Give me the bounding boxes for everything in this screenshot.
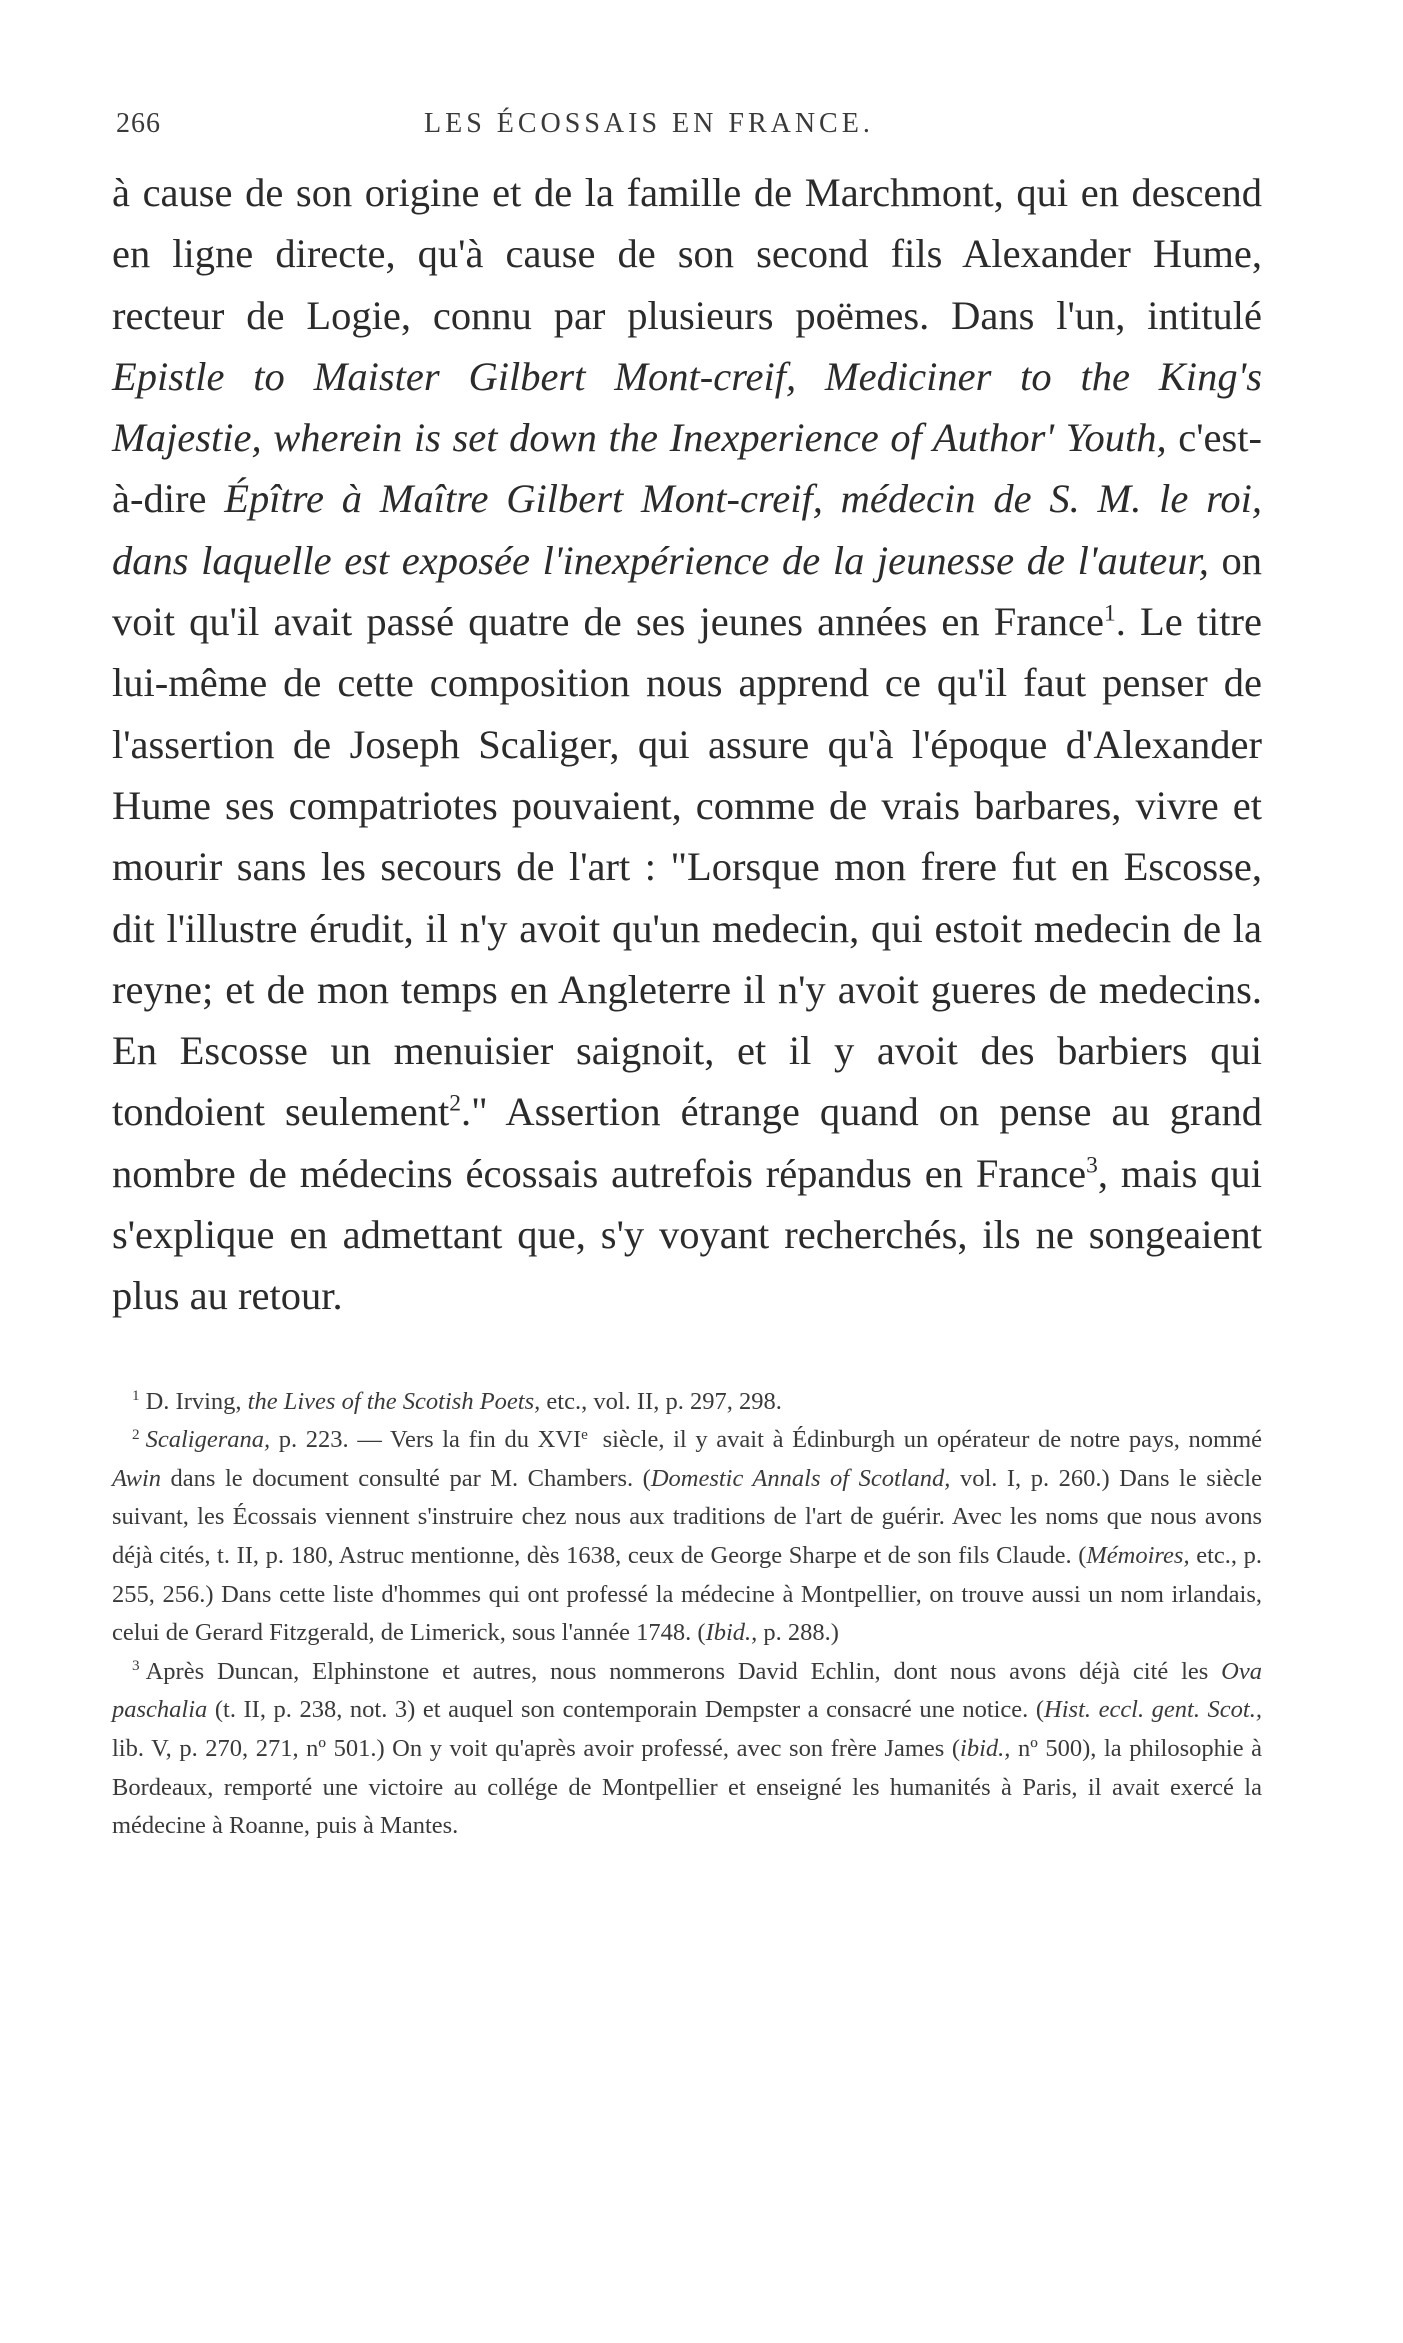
footnote-ref-2[interactable]: 2 bbox=[449, 1090, 461, 1117]
footnote-italic: Ibid., bbox=[705, 1619, 758, 1647]
footnote-text: siècle, il y avait à Édinburgh un opérateur de notre pays, nommé bbox=[593, 1426, 1263, 1454]
footnote-text: vol. I, p. 260.) Dans le siècle suivant, les Écossais viennent s'instruire chez nous aux traditions de l'art de guérir. Avec les noms que nous avons déjà cités, t. II, p. 180, Astruc mentionne, dès 1638, ceux de George Sharpe et de son fils Claude. ( bbox=[112, 1464, 1262, 1570]
footnote-italic: ibid., bbox=[960, 1734, 1011, 1762]
footnote-1 bbox=[112, 1383, 1262, 1422]
footnote-italic: Scaligerana, bbox=[145, 1426, 271, 1454]
footnote-italic: the Lives of the Scotish Poets, bbox=[247, 1387, 541, 1415]
footnote-text: Après Duncan, Elphinstone et autres, nous nommerons David Echlin, dont nous avons déjà cité les bbox=[145, 1657, 1222, 1685]
text-segment: c'est-à-dire bbox=[112, 415, 1263, 522]
text-segment: . Le titre lui-même de cette composition nous apprend ce qu'il faut penser de l'assertion de Joseph Scaliger, qui assure qu'à l'époque d'Alexander Hume ses compatriotes pouvaient, comme de vrais barbares, vivre et mourir sans les secours de l'art : "Lorsque mon frere fut en Escosse, dit l'illustre érudit, il n'y avoit qu'un medecin, qui estoit medecin de la reyne; et de mon temps en Angleterre il n'y avoit gueres de medecins. En Escosse un menuisier saignoit, et il y avoit des barbiers qui tondoient seulement bbox=[112, 599, 1263, 1135]
footnote-text: etc., p. 255, 256.) Dans cette liste d'hommes qui ont professé la médecine à Montpellier, on trouve aussi un nom irlandais, celui de Gerard Fitzgerald, de Limerick, sous l'année 1748. ( bbox=[112, 1542, 1262, 1647]
running-header bbox=[112, 100, 1262, 140]
footnote-3 bbox=[112, 1653, 1262, 1846]
footnote-italic: Domestic Annals of Scotland, bbox=[650, 1464, 951, 1492]
main-text bbox=[112, 162, 1262, 1327]
footnote-text: p. 223. — Vers la fin du XVI bbox=[270, 1426, 582, 1454]
footnote-ref-1[interactable]: 1 bbox=[1103, 600, 1116, 627]
footnote-text: lib. V, p. 270, 271, nº 501.) On y voit qu'après avoir professé, avec son frère James ( bbox=[112, 1734, 961, 1762]
footnote-italic: Hist. eccl. gent. Scot., bbox=[1044, 1696, 1262, 1724]
footnote-text: dans le document consulté par M. Chambers. ( bbox=[161, 1464, 651, 1492]
footnote-italic: Ova paschalia bbox=[112, 1657, 1262, 1724]
footnotes bbox=[112, 1383, 1262, 1846]
footnote-marker: 1 bbox=[132, 1387, 140, 1405]
italic-title-french: Épître à Maître Gilbert Mont-creif, médecin de S. M. le roi, dans laquelle est exposée l'inexpérience de la jeunesse de l'auteur, bbox=[112, 476, 1263, 583]
running-title: LES ÉCOSSAIS EN FRANCE. bbox=[424, 108, 874, 139]
footnote-italic: Mémoires, bbox=[1086, 1542, 1190, 1570]
footnote-ref-3[interactable]: 3 bbox=[1086, 1152, 1098, 1179]
footnote-text: nº 500), la philosophie à Bordeaux, remporté une victoire au collége de Montpellier et enseigné les humanités à Paris, il avait exercé la médecine à Roanne, puis à Mantes. bbox=[112, 1734, 1263, 1840]
text-segment: à cause de son origine et de la famille de Marchmont, qui en descend en ligne directe, qu'à cause de son second fils Alexander Hume, recteur de Logie, connu par plusieurs poëmes. Dans l'un, intitulé bbox=[112, 170, 1262, 338]
text-segment: , mais qui s'explique en admettant que, s'y voyant recherchés, ils ne songeaient plus au retour. bbox=[112, 1150, 1262, 1319]
page-number: 266 bbox=[116, 108, 161, 139]
text-segment: ." Assertion étrange quand on pense au grand nombre de médecins écossais autrefois répandus en France bbox=[112, 1089, 1263, 1196]
footnote-text: etc., vol. II, p. 297, 298. bbox=[540, 1387, 782, 1415]
footnote-2 bbox=[112, 1421, 1262, 1653]
italic-title-english: Epistle to Maister Gilbert Mont-creif, Mediciner to the King's Majestie, wherein is set down the Inexperience of Author' Youth, bbox=[112, 353, 1262, 461]
text-segment: on voit qu'il avait passé quatre de ses jeunes années en France bbox=[112, 537, 1263, 645]
footnote-text: (t. II, p. 238, not. 3) et auquel son contemporain Dempster a consacré une notice. ( bbox=[207, 1696, 1045, 1724]
century-superscript: e bbox=[581, 1425, 588, 1443]
footnote-italic: Awin bbox=[112, 1464, 162, 1492]
footnote-text: p. 288.) bbox=[757, 1619, 839, 1647]
book-page bbox=[112, 100, 1262, 1846]
footnote-marker: 3 bbox=[132, 1657, 140, 1675]
footnote-text: D. Irving, bbox=[145, 1387, 248, 1415]
body-paragraph bbox=[112, 162, 1262, 1327]
footnote-marker: 2 bbox=[132, 1425, 140, 1443]
